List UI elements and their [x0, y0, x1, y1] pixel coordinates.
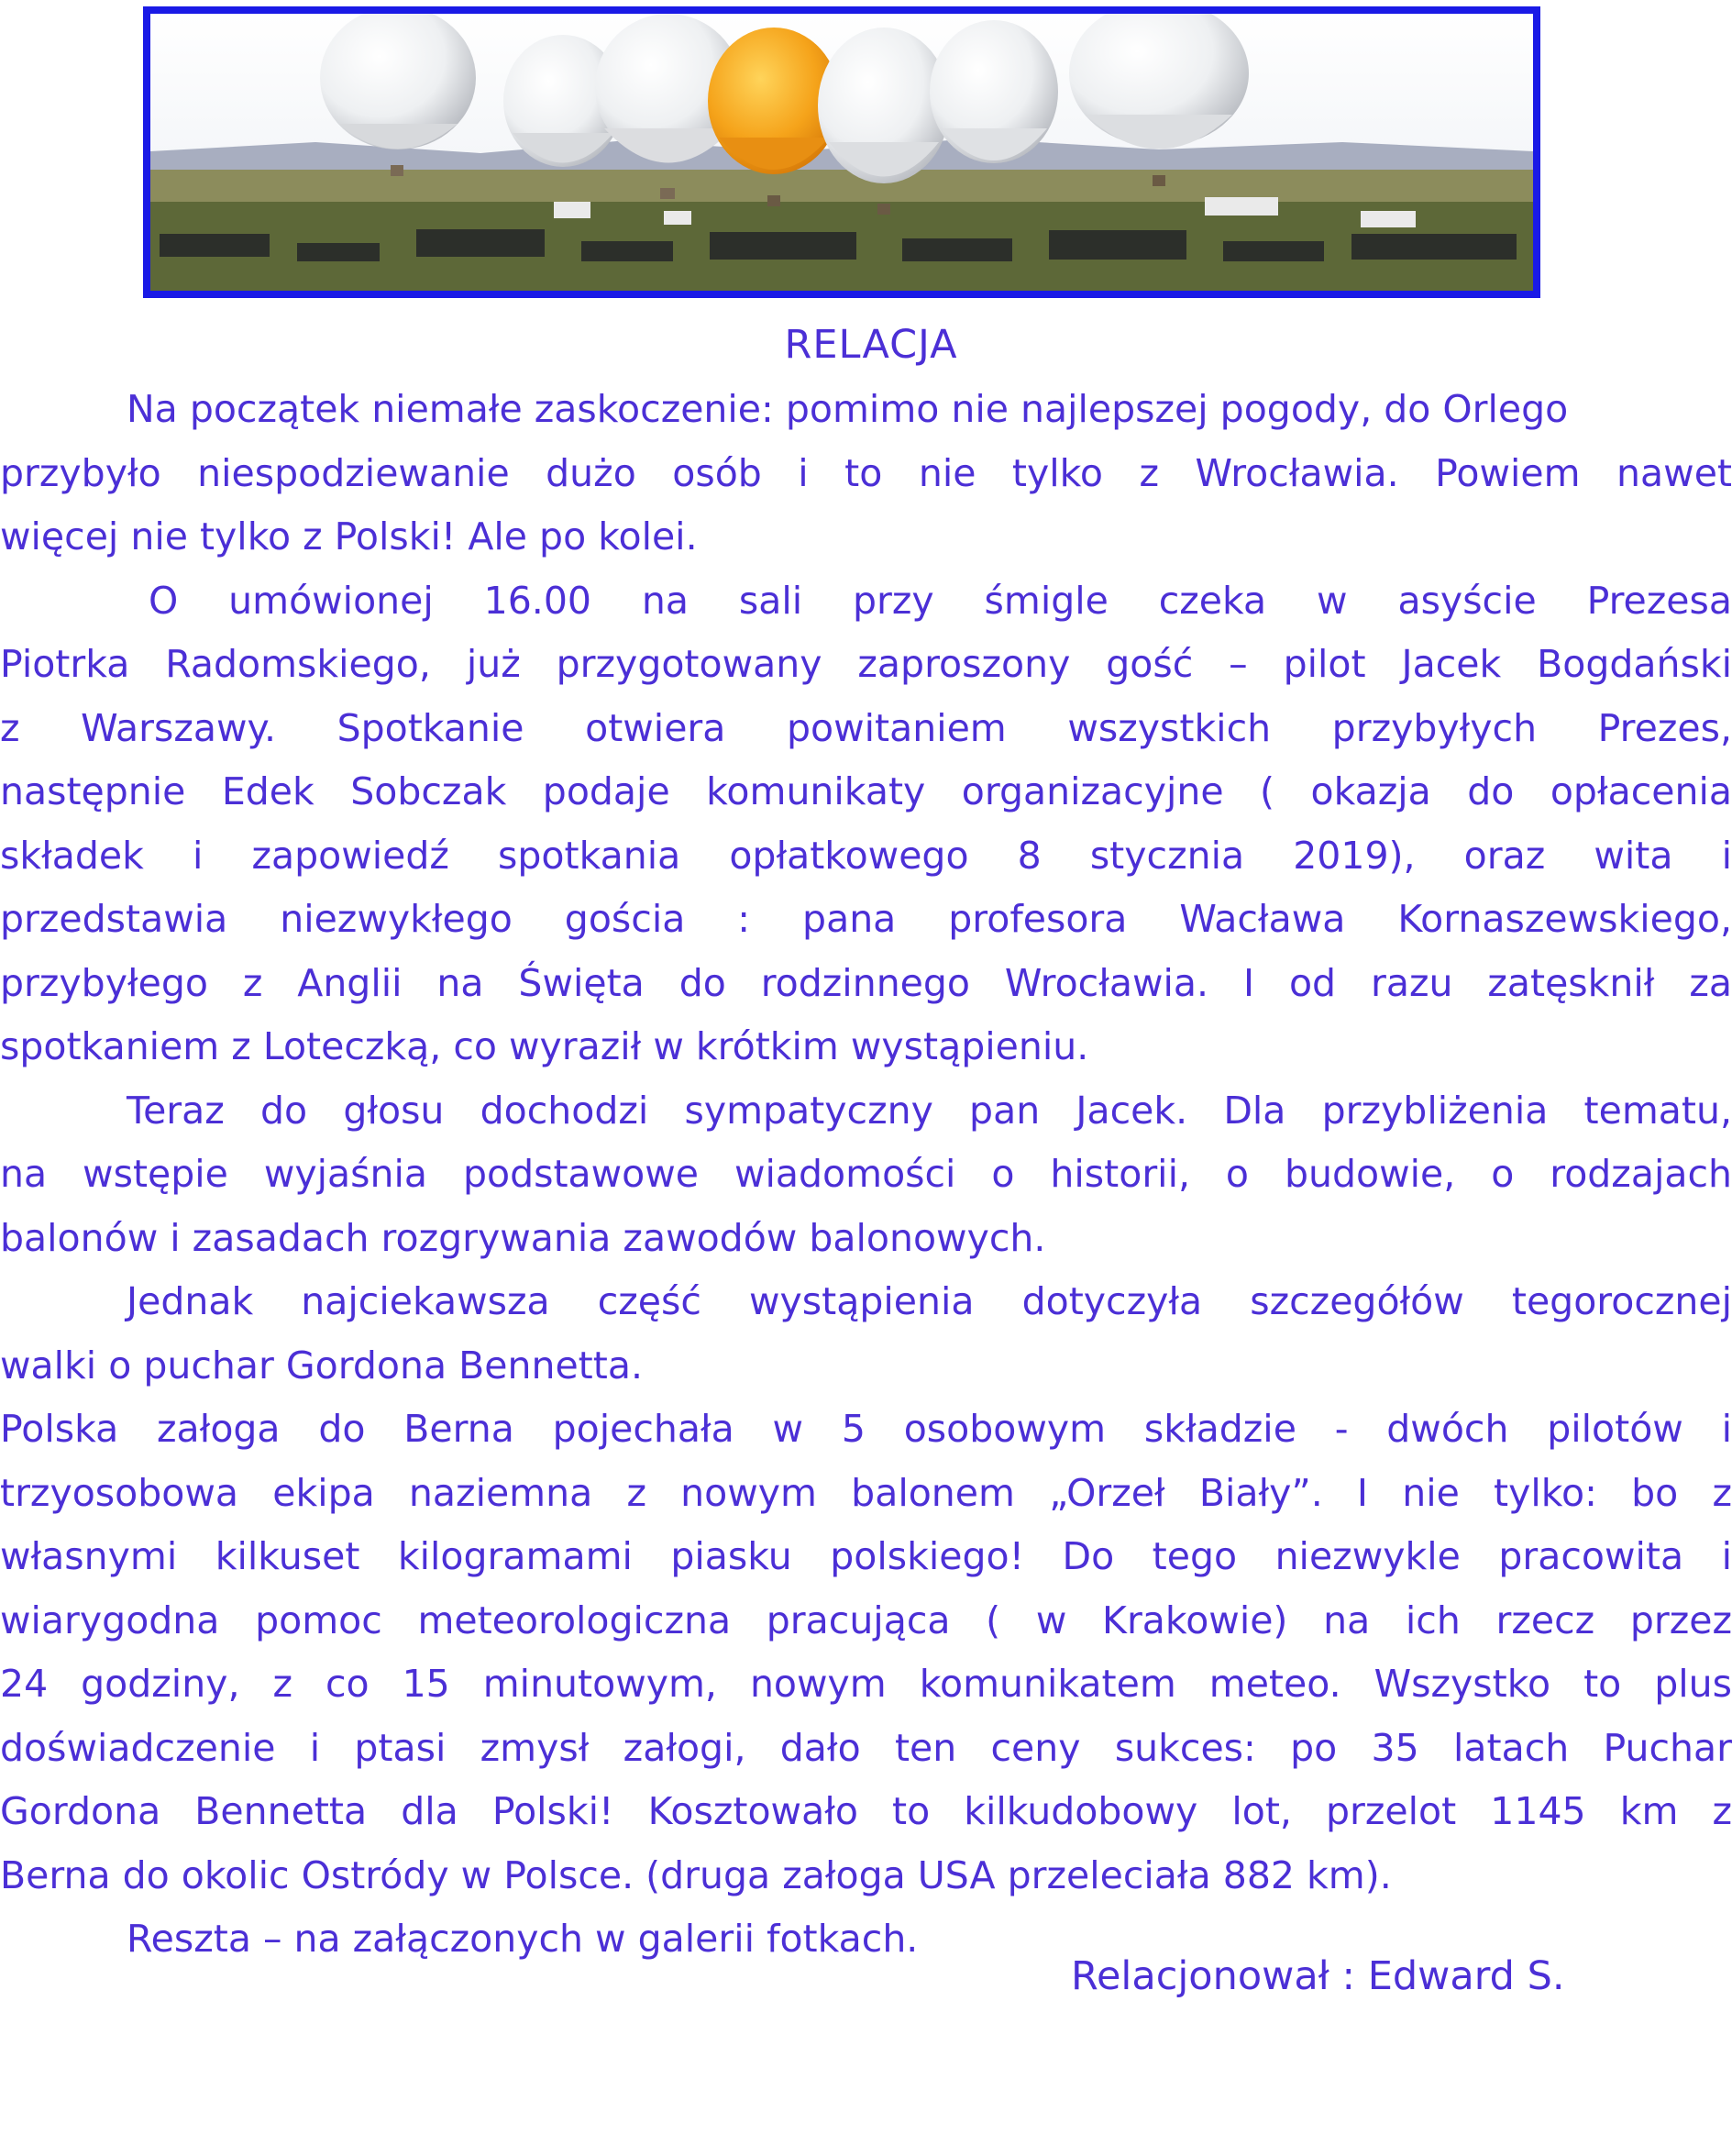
- text-line: Berna do okolic Ostródy w Polsce. (druga załoga USA przeleciała 882 km).: [0, 1852, 1392, 1897]
- text-line: składek i zapowiedź spotkania opłatkowego 8 stycznia 2019), oraz wita i: [0, 833, 1732, 878]
- signature: Relacjonował : Edward S.: [1071, 1953, 1565, 1999]
- text-line: przedstawia niezwykłego gościa : pana profesora Wacława Kornaszewskiego,: [0, 897, 1732, 941]
- text-line: 24 godziny, z co 15 minutowym, nowym komunikatem meteo. Wszystko to plus: [0, 1662, 1732, 1706]
- text-line: Na początek niemałe zaskoczenie: pomimo nie najlepszej pogody, do Orlego: [127, 387, 1569, 431]
- text-line: z Warszawy. Spotkanie otwiera powitaniem wszystkich przybyłych Prezes,: [0, 705, 1732, 750]
- text-line: spotkaniem z Loteczką, co wyraził w krótkim wystąpieniu.: [0, 1024, 1089, 1068]
- text-line: własnymi kilkuset kilogramami piasku polskiego! Do tego niezwykle pracowita i: [0, 1534, 1732, 1578]
- text-line: Piotrka Radomskiego, już przygotowany zaproszony gość – pilot Jacek Bogdański: [0, 642, 1732, 686]
- text-line: więcej nie tylko z Polski! Ale po kolei.: [0, 514, 698, 558]
- text-line: przybyło niespodziewanie dużo osób i to nie tylko z Wrocławia. Powiem nawet: [0, 450, 1732, 495]
- banner-photo: [143, 6, 1540, 298]
- text-line: na wstępie wyjaśnia podstawowe wiadomości o historii, o budowie, o rodzajach: [0, 1152, 1732, 1196]
- page-title: RELACJA: [784, 322, 958, 368]
- balloons-photo: [150, 14, 1533, 291]
- text-line: Teraz do głosu dochodzi sympatyczny pan Jacek. Dla przybliżenia tematu,: [127, 1088, 1732, 1133]
- text-line: doświadczenie i ptasi zmysł załogi, dało ten ceny sukces: po 35 latach Puchar: [0, 1725, 1732, 1770]
- text-line: trzyosobowa ekipa naziemna z nowym balonem „Orzeł Biały”. I nie tylko: bo z: [0, 1470, 1732, 1515]
- text-line: O umówionej 16.00 na sali przy śmigle czeka w asyście Prezesa: [149, 578, 1732, 623]
- text-line: balonów i zasadach rozgrywania zawodów balonowych.: [0, 1215, 1046, 1260]
- text-line: Polska załoga do Berna pojechała w 5 osobowym składzie - dwóch pilotów i: [0, 1407, 1732, 1451]
- text-line: następnie Edek Sobczak podaje komunikaty organizacyjne ( okazja do opłacenia: [0, 769, 1732, 813]
- text-line: Reszta – na załączonych w galerii fotkach.: [127, 1917, 919, 1961]
- text-line: przybyłego z Anglii na Święta do rodzinnego Wrocławia. I od razu zatęsknił za: [0, 960, 1732, 1005]
- text-line: Jednak najciekawsza część wystąpienia dotyczyła szczegółów tegorocznej: [127, 1279, 1732, 1323]
- text-line: wiarygodna pomoc meteorologiczna pracująca ( w Krakowie) na ich rzecz przez: [0, 1598, 1732, 1642]
- article-body: [0, 378, 1732, 1972]
- text-line: Gordona Bennetta dla Polski! Kosztowało to kilkudobowy lot, przelot 1145 km z: [0, 1789, 1732, 1833]
- text-line: walki o puchar Gordona Bennetta.: [0, 1343, 643, 1388]
